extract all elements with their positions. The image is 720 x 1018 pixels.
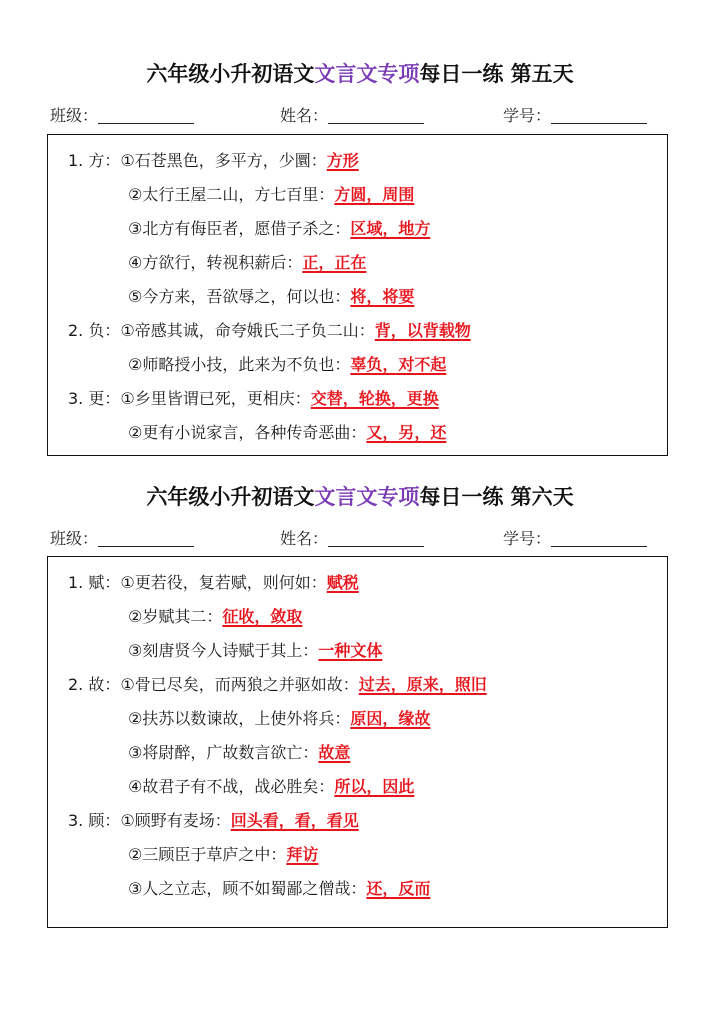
row-answer: 所以，因此 (334, 777, 415, 796)
number-label: 学号： (503, 529, 552, 548)
class-label: 班级： (50, 106, 99, 125)
exercise-row (128, 740, 350, 763)
exercise-row (128, 250, 366, 273)
title-prefix: 六年级小升初语文 (146, 485, 315, 509)
row-answer: 交替，轮换，更换 (310, 389, 439, 408)
row-question: 1. 方：①石苍黑色，多平方，少圜： (68, 151, 327, 170)
exercise-row (128, 876, 430, 899)
exercise-row (128, 284, 414, 307)
row-question: ②扶苏以数谏故，上使外将兵： (128, 709, 351, 728)
number-field (503, 526, 647, 549)
title-suffix: 每日一练 第六天 (419, 485, 574, 509)
exercise-row (128, 352, 446, 375)
row-question: ③北方有侮臣者，愿借子杀之： (128, 219, 351, 238)
name-field (280, 103, 424, 126)
row-question: ④故君子有不战，战必胜矣： (128, 777, 335, 796)
section-title (0, 481, 720, 511)
name-field (280, 526, 424, 549)
row-answer: 区域，地方 (350, 219, 431, 238)
row-question: ③刻唐贤今人诗赋于其上： (128, 641, 319, 660)
row-question: ③人之立志，顾不如蜀鄙之僧哉： (128, 879, 367, 898)
row-question: ④方欲行，转视积薪后： (128, 253, 303, 272)
row-question: 3. 顾：①顾野有麦场： (68, 811, 231, 830)
class-field (50, 526, 194, 549)
row-answer: 一种文体 (318, 641, 383, 660)
class-blank (98, 528, 194, 547)
exercise-row (128, 216, 430, 239)
exercise-row (68, 570, 359, 593)
row-answer: 正，正在 (302, 253, 367, 272)
name-label: 姓名： (280, 106, 329, 125)
title-highlight: 文言文专项 (314, 485, 420, 509)
row-question: 2. 负：①帝感其诚，命夸娥氏二子负二山： (68, 321, 375, 340)
class-field (50, 103, 194, 126)
title-highlight: 文言文专项 (314, 62, 420, 86)
row-answer: 原因，缘故 (350, 709, 431, 728)
row-answer: 赋税 (326, 573, 359, 592)
row-question: ②太行王屋二山，方七百里： (128, 185, 335, 204)
row-answer: 背，以背载物 (374, 321, 471, 340)
row-answer: 又，另，还 (366, 423, 447, 442)
row-question: ②三顾臣于草庐之中： (128, 845, 287, 864)
row-question: 3. 更：①乡里皆谓已死，更相庆： (68, 389, 311, 408)
exercise-row (128, 420, 446, 443)
exercise-row (128, 604, 302, 627)
number-blank (551, 528, 647, 547)
row-question: ②岁赋其二： (128, 607, 223, 626)
name-label: 姓名： (280, 529, 329, 548)
row-question: ②师略授小技，此来为不负也： (128, 355, 351, 374)
exercise-row (68, 318, 471, 341)
section-title (0, 58, 720, 88)
exercise-row (68, 386, 439, 409)
name-blank (328, 528, 424, 547)
row-answer: 征收，敛取 (222, 607, 303, 626)
title-prefix: 六年级小升初语文 (146, 62, 315, 86)
name-blank (328, 105, 424, 124)
row-answer: 方圆，周围 (334, 185, 415, 204)
number-field (503, 103, 647, 126)
row-answer: 回头看，看，看见 (230, 811, 359, 830)
title-suffix: 每日一练 第五天 (419, 62, 574, 86)
row-answer: 拜访 (286, 845, 319, 864)
exercise-row (128, 842, 318, 865)
row-question: 1. 赋：①更若役，复若赋，则何如： (68, 573, 327, 592)
exercise-row (68, 148, 359, 171)
row-answer: 辜负，对不起 (350, 355, 447, 374)
exercise-row (68, 672, 487, 695)
row-question: ③将尉醉，广故数言欲亡： (128, 743, 319, 762)
number-label: 学号： (503, 106, 552, 125)
row-answer: 故意 (318, 743, 351, 762)
class-blank (98, 105, 194, 124)
exercise-row (128, 182, 414, 205)
row-question: ⑤今方来，吾欲辱之，何以也： (128, 287, 351, 306)
row-question: ②更有小说家言，各种传奇恶曲： (128, 423, 367, 442)
row-answer: 方形 (326, 151, 359, 170)
exercise-row (68, 808, 359, 831)
row-answer: 过去，原来，照旧 (358, 675, 487, 694)
row-answer: 还，反而 (366, 879, 431, 898)
row-answer: 将，将要 (350, 287, 415, 306)
row-question: 2. 故：①骨已尽矣，而两狼之并驱如故： (68, 675, 359, 694)
number-blank (551, 105, 647, 124)
class-label: 班级： (50, 529, 99, 548)
exercise-row (128, 638, 382, 661)
exercise-row (128, 774, 414, 797)
exercise-row (128, 706, 430, 729)
